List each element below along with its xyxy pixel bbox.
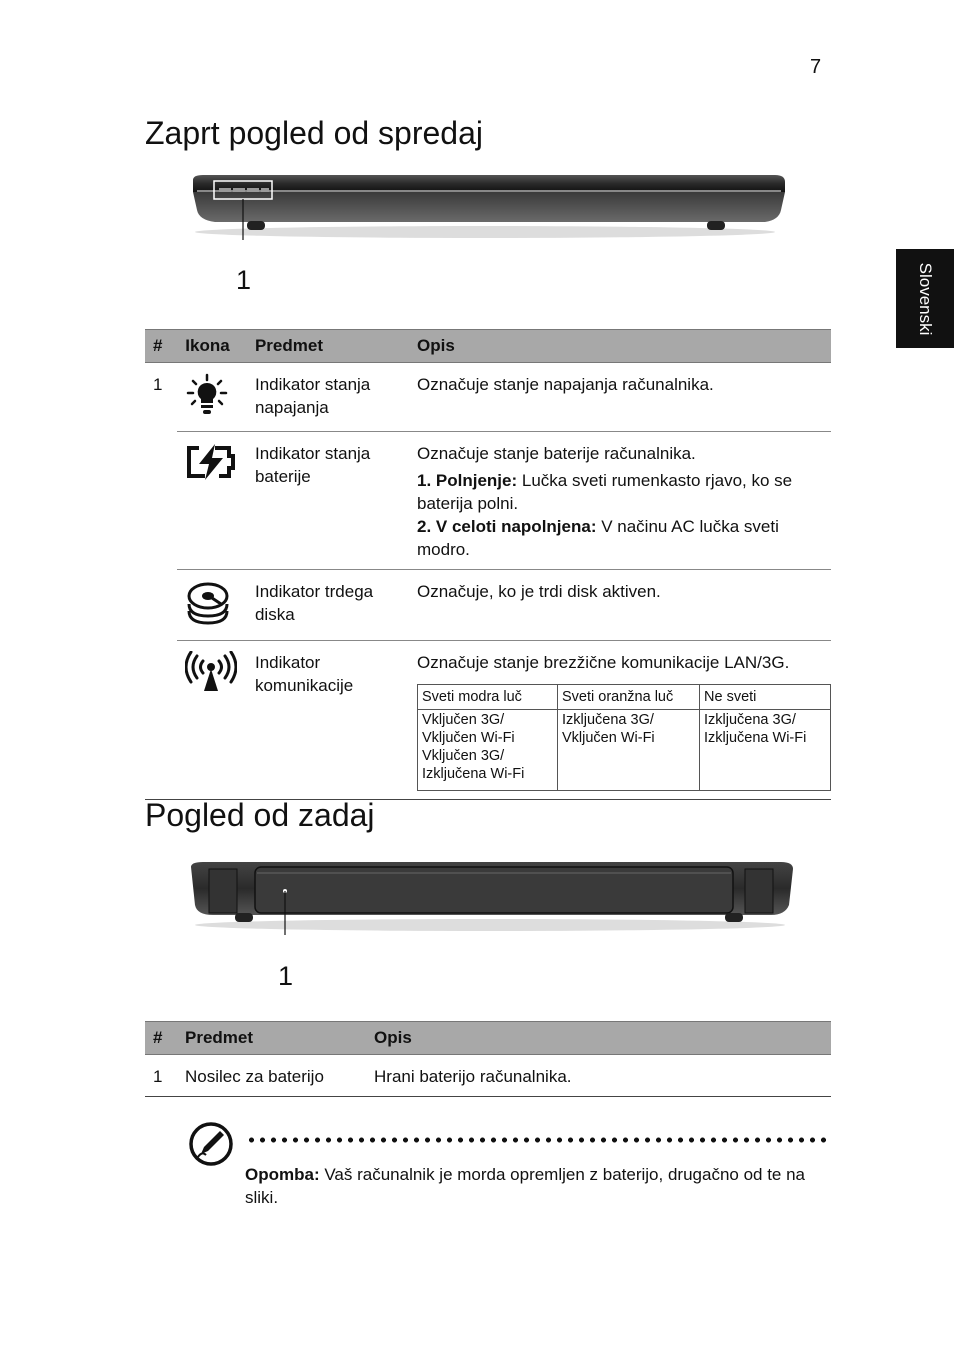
row-item: Nosilec za baterijo <box>177 1055 366 1097</box>
status-line: Vključen 3G/ <box>422 748 505 764</box>
row-icon-cell <box>177 432 247 570</box>
front-components-table <box>145 329 831 800</box>
status-line: Izključena 3G/ <box>704 712 796 728</box>
row-item: Indikator komunikacije <box>247 641 409 800</box>
laptop-front-illustration <box>185 170 795 240</box>
col-header-num: # <box>145 1022 177 1055</box>
row-icon-cell <box>177 641 247 800</box>
fully-charged-note <box>417 515 825 561</box>
row-number: 1 <box>153 375 163 394</box>
row-number: 1 <box>145 1055 177 1097</box>
row-description: Označuje stanje napajanja računalnika. <box>417 375 714 394</box>
status-header-orange: Sveti oranžna luč <box>558 685 700 710</box>
col-header-desc: Opis <box>366 1022 831 1055</box>
status-line: Vključen 3G/ <box>422 712 505 728</box>
fully-charged-text: V načinu AC lučka sveti modro. <box>417 517 779 559</box>
col-header-desc: Opis <box>409 330 831 363</box>
table-row <box>145 432 831 570</box>
col-header-item: Predmet <box>247 330 409 363</box>
note-dotted-divider <box>246 1137 832 1143</box>
status-cell-off <box>700 710 831 791</box>
status-header-off: Ne sveti <box>700 685 831 710</box>
status-line: Vključen Wi-Fi <box>562 730 655 746</box>
status-cell-orange <box>558 710 700 791</box>
table-row <box>145 1055 831 1097</box>
status-line: Izključena Wi-Fi <box>422 766 525 782</box>
status-line: Vključen Wi-Fi <box>422 730 515 746</box>
status-line: Izključena Wi-Fi <box>704 730 807 746</box>
row-description: Hrani baterijo računalnika. <box>366 1055 831 1097</box>
language-tab <box>896 249 954 348</box>
laptop-rear-illustration <box>185 855 800 935</box>
page-number: 7 <box>810 56 822 78</box>
table-row <box>145 363 831 432</box>
note-text <box>245 1163 835 1209</box>
status-cell-blue <box>418 710 558 791</box>
row-description: Označuje, ko je trdi disk aktiven. <box>409 570 831 641</box>
wireless-status-table <box>417 684 831 791</box>
table-row <box>145 570 831 641</box>
battery-icon <box>185 442 237 482</box>
status-line: Izključena 3G/ <box>562 712 654 728</box>
hdd-icon <box>185 580 231 626</box>
row-description: Označuje stanje brezžične komunikacije LAN/3G. <box>417 653 790 672</box>
language-tab-label: Slovenski <box>916 262 935 336</box>
rear-components-table <box>145 1021 831 1097</box>
wireless-icon <box>185 651 237 693</box>
power-icon <box>185 373 229 417</box>
status-header-blue: Sveti modra luč <box>418 685 558 710</box>
col-header-item: Predmet <box>177 1022 366 1055</box>
row-icon-cell <box>177 570 247 641</box>
row-description: Označuje stanje baterije računalnika. <box>417 444 696 463</box>
rear-table-header <box>145 1022 831 1055</box>
row-item: Indikator stanja napajanja <box>254 375 371 417</box>
rear-callout-number: 1 <box>278 961 294 991</box>
charging-note <box>417 469 825 515</box>
note-body: Vaš računalnik je morda opremljen z baterijo, drugačno od te na sliki. <box>245 1165 806 1207</box>
charging-label: 1. Polnjenje: <box>417 471 518 490</box>
row-item: Indikator trdega diska <box>247 570 409 641</box>
status-header-row <box>418 685 831 710</box>
front-view-title: Zaprt pogled od spredaj <box>145 115 483 151</box>
status-body-row <box>418 710 831 791</box>
row-description-cell <box>409 432 831 570</box>
note-icon <box>188 1121 234 1167</box>
fully-charged-label: 2. V celoti napolnjena: <box>417 517 597 536</box>
rear-view-title: Pogled od zadaj <box>145 797 375 833</box>
row-item: Indikator stanja baterije <box>247 432 409 570</box>
front-table-header <box>145 330 831 363</box>
front-callout-number: 1 <box>236 265 252 295</box>
row-description-cell <box>409 641 831 800</box>
charging-text: Lučka sveti rumenkasto rjavo, ko se baterija polni. <box>417 471 793 513</box>
table-row <box>145 641 831 800</box>
row-icon-cell <box>177 363 247 432</box>
col-header-num: # <box>145 330 177 363</box>
note-label: Opomba: <box>245 1165 320 1184</box>
col-header-icon: Ikona <box>177 330 247 363</box>
